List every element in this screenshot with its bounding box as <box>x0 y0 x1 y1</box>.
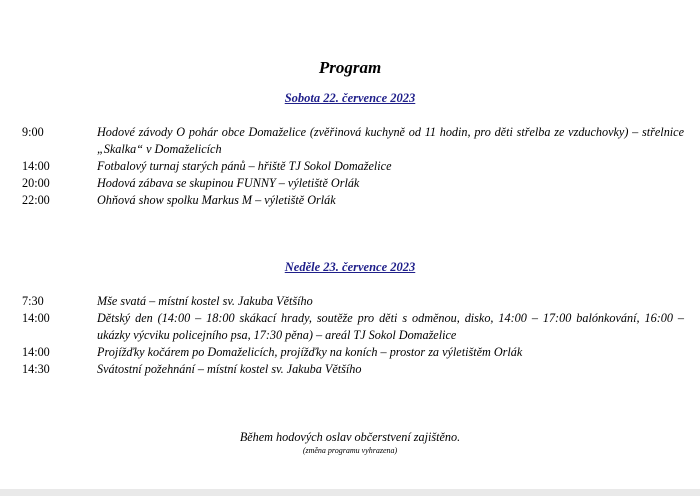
event-description: Dětský den (14:00 – 18:00 skákací hrady, soutěže pro děti s odměnou, disko, 14:00 – 17:00 balónkování, 16:00 – ukázky výcviku policejního psa, 17:30 pěna) – areál TJ Sokol Domaželice <box>97 311 684 342</box>
day2-heading: Neděle 23. července 2023 <box>284 260 416 274</box>
schedule-row <box>22 361 684 378</box>
event-description: Projížďky kočárem po Domaželicích, projížďky na koních – prostor za výletištěm Orlák <box>97 345 523 359</box>
schedule-row <box>22 293 684 310</box>
schedule-row <box>22 124 684 158</box>
event-time: 14:30 <box>22 362 50 376</box>
day2-schedule <box>22 293 684 378</box>
event-description: Hodová zábava se skupinou FUNNY – výletiště Orlák <box>97 176 360 190</box>
event-description: Hodové závody O pohár obce Domaželice (zvěřinová kuchyně od 11 hodin, pro děti střelba ze vzduchovky) – střelnice „Skalka“ v Domaželicích <box>97 125 684 156</box>
event-time: 20:00 <box>22 176 50 190</box>
event-time: 14:00 <box>22 159 50 173</box>
schedule-row <box>22 175 684 192</box>
event-time: 22:00 <box>22 193 50 207</box>
schedule-row <box>22 344 684 361</box>
schedule-row <box>22 192 684 209</box>
event-description: Mše svatá – místní kostel sv. Jakuba Většího <box>97 294 313 308</box>
event-description: Fotbalový turnaj starých pánů – hřiště TJ Sokol Domaželice <box>97 159 392 173</box>
event-time: 14:00 <box>22 311 50 325</box>
day1-schedule <box>22 124 684 209</box>
event-time: 7:30 <box>22 294 44 308</box>
bottom-scroll-edge <box>0 489 700 496</box>
day1-heading: Sobota 22. července 2023 <box>284 91 416 105</box>
event-description: Ohňová show spolku Markus M – výletiště Orlák <box>97 193 336 207</box>
page-title: Program <box>318 58 382 77</box>
event-description: Svátostní požehnání – místní kostel sv. Jakuba Většího <box>97 362 362 376</box>
event-time: 9:00 <box>22 125 44 139</box>
schedule-row <box>22 310 684 344</box>
event-time: 14:00 <box>22 345 50 359</box>
schedule-row <box>22 158 684 175</box>
change-disclaimer: (změna programu vyhrazena) <box>302 446 398 455</box>
refreshments-note: Během hodových oslav občerstvení zajištěno. <box>239 430 461 444</box>
